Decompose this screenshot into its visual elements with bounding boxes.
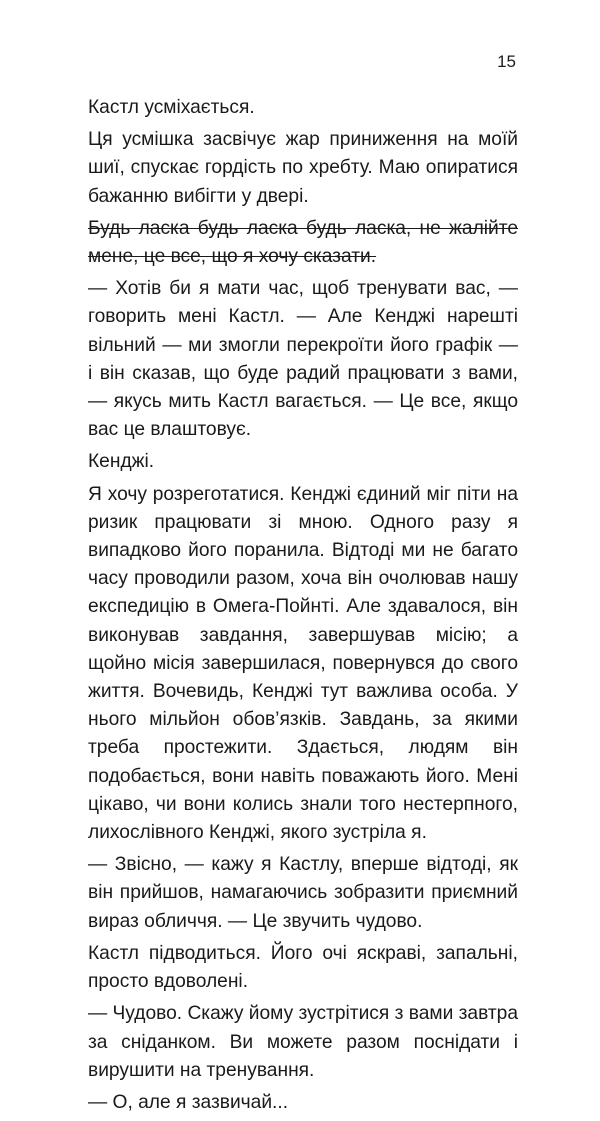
paragraph: Я хочу розреготатися. Кенджі єдиний міг піти на ризик працювати зі мною. Одного разу я випадково його поранила. Відтоді ми не багато часу проводили разом, хоча він очолював нашу експедицію в Омега-Пойнті. Але здавалося, він виконував завдання, завершував місію; а щойно місія завершилася, повернувся до свого життя. Вочевидь, Кенджі тут важлива особа. У нього мільйон обов’язків. Завдань, за якими треба простежити. Здається, людям він подобається, вони навіть поважають його. Мені цікаво, чи вони колись знали того нестерпного, лихослівного Кенджі, якого зустріла я. [88, 483, 518, 844]
paragraph: Кастл підводиться. Його очі яскраві, запальні, просто вдоволені. [88, 942, 518, 993]
body-text [88, 94, 518, 1121]
paragraph: — Хотів би я мати час, щоб тренувати вас, — говорить мені Кастл. — Але Кенджі нарешті вільний — ми змогли перекроїти його графік — і він сказав, що буде радий працювати з вами, — якусь мить Кастл вагається. — Це все, якщо вас це влаштовує. [88, 278, 518, 441]
page-number: 15 [497, 52, 516, 71]
paragraph: — О, але я зазвичай... [88, 1091, 289, 1113]
paragraph: Кастл усміхається. [88, 97, 255, 118]
paragraph: — Чудово. Скажу йому зустрітися з вами завтра за сніданком. Ви можете разом поснідати і вирушити на тренування. [88, 1003, 518, 1081]
paragraph: Ця усмішка засвічує жар приниження на моїй шиї, спускає гордість по хребту. Маю опиратися бажанню вибігти у двері. [88, 129, 518, 207]
struck-through-paragraph: Будь ласка будь ласка будь ласка, не жалійте мене, це все, що я хочу сказати. [88, 217, 518, 268]
paragraph: Кенджі. [88, 451, 155, 473]
paragraph: — Звісно, — кажу я Кастлу, вперше відтоді, як він прийшов, намагаючись зобразити приємний вираз обличчя. — Це звучить чудово. [88, 854, 518, 932]
